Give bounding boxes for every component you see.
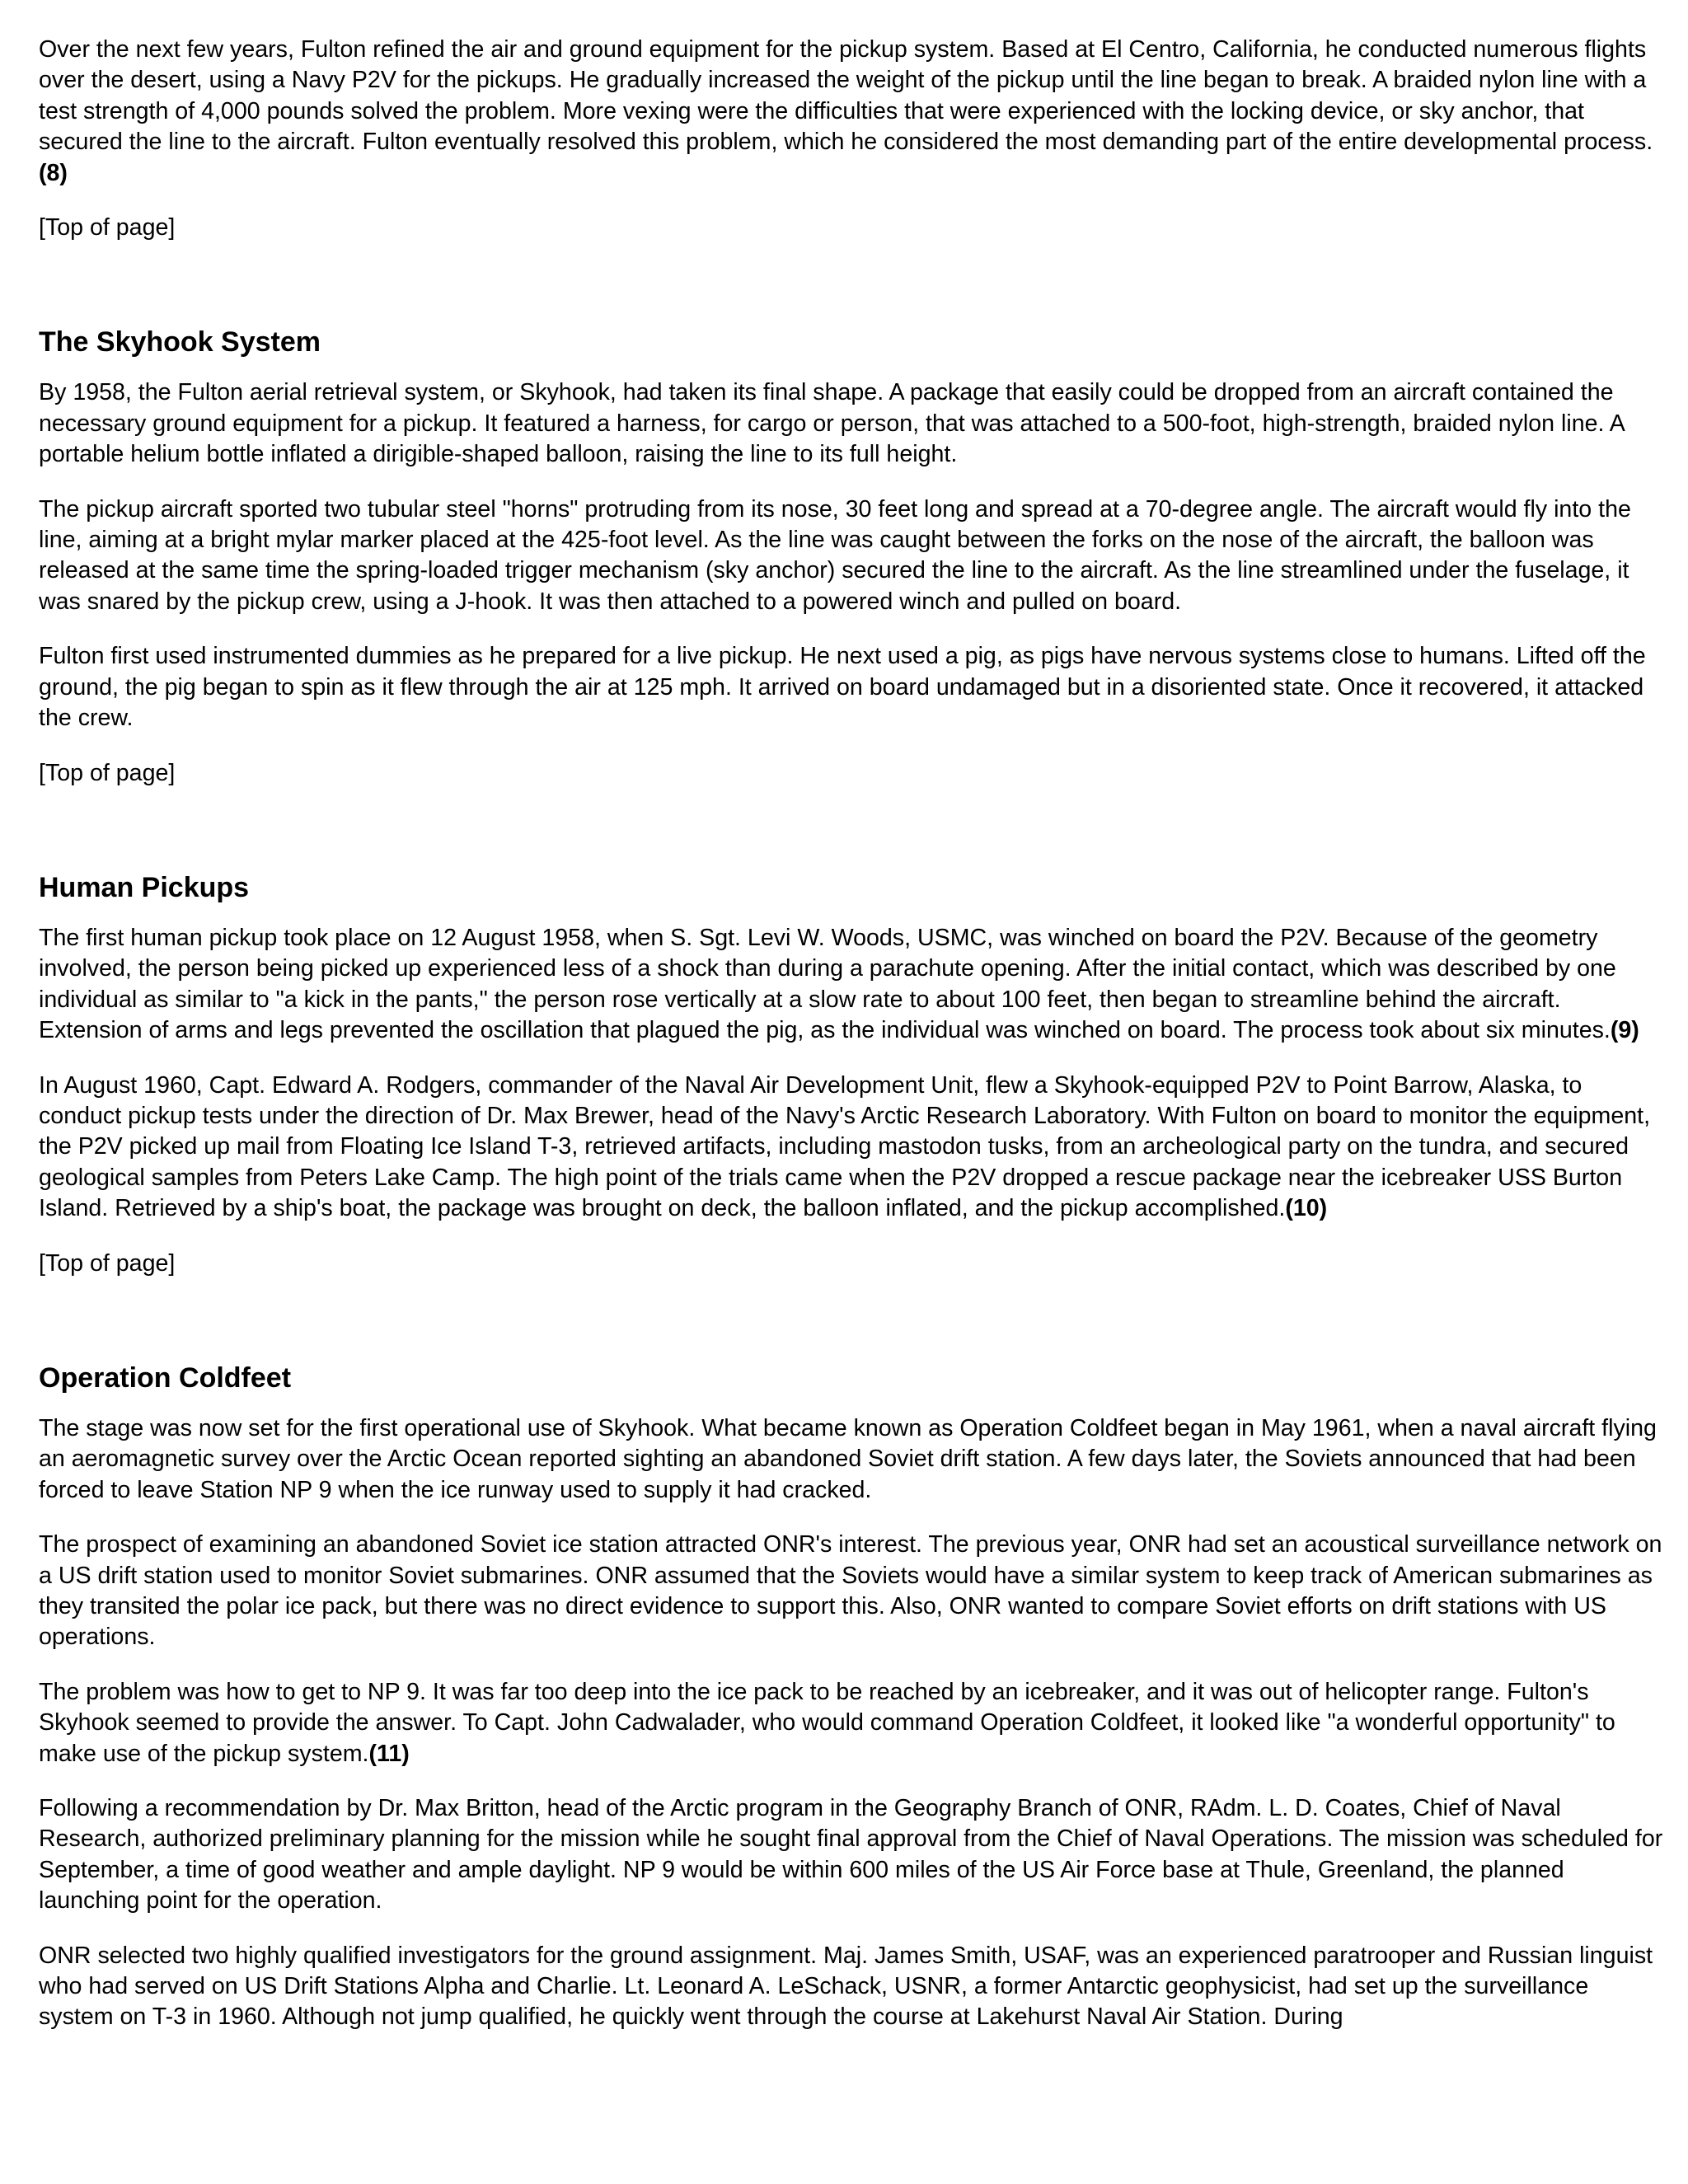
paragraph (39, 641, 1667, 733)
paragraph-text: Following a recommendation by Dr. Max Britton, head of the Arctic program in the Geography Branch of ONR, RAdm. L. D. Coates, Chief of Naval Research, authorized preliminary planning for the mission while he sought final approval from the Chief of Naval Operations. The mission was scheduled for September, a time of good weather and ample daylight. NP 9 would be within 600 miles of the US Air Force base at Thule, Greenland, the planned launching point for the operation. (39, 1795, 1663, 1915)
paragraph-text: In August 1960, Capt. Edward A. Rodgers, commander of the Naval Air Development Unit, flew a Skyhook-equipped P2V to Point Barrow, Alaska, to conduct pickup tests under the direction of Dr. Max Brewer, head of the Navy's Arctic Research Laboratory. With Fulton on board to monitor the equipment, the P2V picked up mail from Floating Ice Island T-3, retrieved artifacts, including mastodon tusks, from an archeological party on the tundra, and secured geological samples from Peters Lake Camp. The high point of the trials came when the P2V dropped a rescue package near the icebreaker USS Burton Island. Retrieved by a ship's boat, the package was brought on deck, the balloon inflated, and the pickup accomplished. (39, 1071, 1651, 1222)
top-of-page-link[interactable]: [Top of page] (39, 759, 176, 786)
paragraph (39, 923, 1667, 1047)
section-heading: Human Pickups (39, 871, 250, 903)
section-skyhook-system (39, 267, 1667, 788)
paragraph-text: ONR selected two highly qualified investigators for the ground assignment. Maj. James Smith, USAF, was an experienced paratrooper and Russian linguist who had served on US Drift Stations Alpha and Charlie. Lt. Leonard A. LeSchack, USNR, a former Antarctic geophysicist, had set up the surveillance system on T-3 in 1960. Although not jump qualified, he quickly went through the course at Lakehurst Naval Air Station. During (39, 1942, 1653, 2031)
article-body (39, 35, 1667, 2057)
footnote-link[interactable]: (8) (39, 159, 68, 186)
footnote-link[interactable]: (11) (368, 1740, 410, 1767)
paragraph-text: The first human pickup took place on 12 August 1958, when S. Sgt. Levi W. Woods, USMC, was winched on board the P2V. Because of the geometry involved, the person being picked up experienced less of a shock than during a parachute opening. After the initial contact, which was described by one individual as similar to "a kick in the pants," the person rose vertically at a slow rate to about 100 feet, then began to streamline behind the aircraft. Extension of arms and legs prevented the oscillation that plagued the pig, as the individual was winched on board. The process took about six minutes. (39, 924, 1616, 1044)
top-of-page-link[interactable]: [Top of page] (39, 214, 176, 241)
top-of-page-link[interactable]: [Top of page] (39, 1249, 176, 1277)
paragraph-text: The problem was how to get to NP 9. It was far too deep into the ice pack to be reached by an icebreaker, and it was out of helicopter range. Fulton's Skyhook seemed to provide the answer. To Capt. John Cadwalader, who would command Operation Coldfeet, it looked like "a wonderful opportunity" to make use of the pickup system. (39, 1678, 1615, 1767)
section-human-pickups (39, 813, 1667, 1279)
section-operation-coldfeet (39, 1303, 1667, 2033)
section-heading: Operation Coldfeet (39, 1361, 292, 1394)
paragraph (39, 1793, 1667, 1917)
paragraph (39, 1530, 1667, 1653)
section-heading: The Skyhook System (39, 326, 321, 359)
paragraph (39, 1071, 1667, 1225)
paragraph-text: By 1958, the Fulton aerial retrieval system, or Skyhook, had taken its final shape. A package that easily could be dropped from an aircraft contained the necessary ground equipment for a pickup. It featured a harness, for cargo or person, that was attached to a 500-foot, high-strength, braided nylon line. A portable helium bottle inflated a dirigible-shaped balloon, raising the line to its full height. (39, 379, 1625, 468)
paragraph (39, 377, 1667, 470)
section-fulton-refinements (39, 35, 1667, 243)
paragraph-text: The pickup aircraft sported two tubular steel "horns" protruding from its nose, 30 feet long and spread at a 70-degree angle. The aircraft would fly into the line, aiming at a bright mylar marker placed at the 425-foot level. As the line was caught between the forks on the nose of the aircraft, the balloon was released at the same time the spring-loaded trigger mechanism (sky anchor) secured the line to the aircraft. As the line streamlined under the fuselage, it was snared by the pickup crew, using a J-hook. It was then attached to a powered winch and pulled on board. (39, 495, 1631, 615)
paragraph-text: The stage was now set for the first operational use of Skyhook. What became known as Operation Coldfeet began in May 1961, when a naval aircraft flying an aeromagnetic survey over the Arctic Ocean reported sighting an abandoned Soviet drift station. A few days later, the Soviets announced that had been forced to leave Station NP 9 when the ice runway used to supply it had cracked. (39, 1414, 1657, 1503)
paragraph (39, 35, 1667, 189)
paragraph-text: Over the next few years, Fulton refined the air and ground equipment for the pickup system. Based at El Centro, California, he conducted numerous flights over the desert, using a Navy P2V for the pickups. He gradually increased the weight of the pickup until the line began to break. A braided nylon line with a test strength of 4,000 pounds solved the problem. More vexing were the difficulties that were experienced with the locking device, or sky anchor, that secured the line to the aircraft. Fulton eventually resolved this problem, which he considered the most demanding part of the entire developmental process. (39, 36, 1653, 156)
paragraph (39, 1941, 1667, 2033)
paragraph-text: The prospect of examining an abandoned Soviet ice station attracted ONR's interest. The previous year, ONR had set an acoustical surveillance network on a US drift station used to monitor Soviet submarines. ONR assumed that the Soviets would have a similar system to keep track of American submarines as they transited the polar ice pack, but there was no direct evidence to support this. Also, ONR wanted to compare Soviet efforts on drift stations with US operations. (39, 1531, 1662, 1651)
paragraph (39, 494, 1667, 618)
paragraph (39, 1413, 1667, 1506)
paragraph-text: Fulton first used instrumented dummies as he prepared for a live pickup. He next used a pig, as pigs have nervous systems close to humans. Lifted off the ground, the pig began to spin as it flew through the air at 125 mph. It arrived on board undamaged but in a disoriented state. Once it recovered, it attacked the crew. (39, 643, 1646, 732)
footnote-link[interactable]: (10) (1285, 1195, 1328, 1222)
footnote-link[interactable]: (9) (1610, 1017, 1639, 1044)
paragraph (39, 1677, 1667, 1769)
